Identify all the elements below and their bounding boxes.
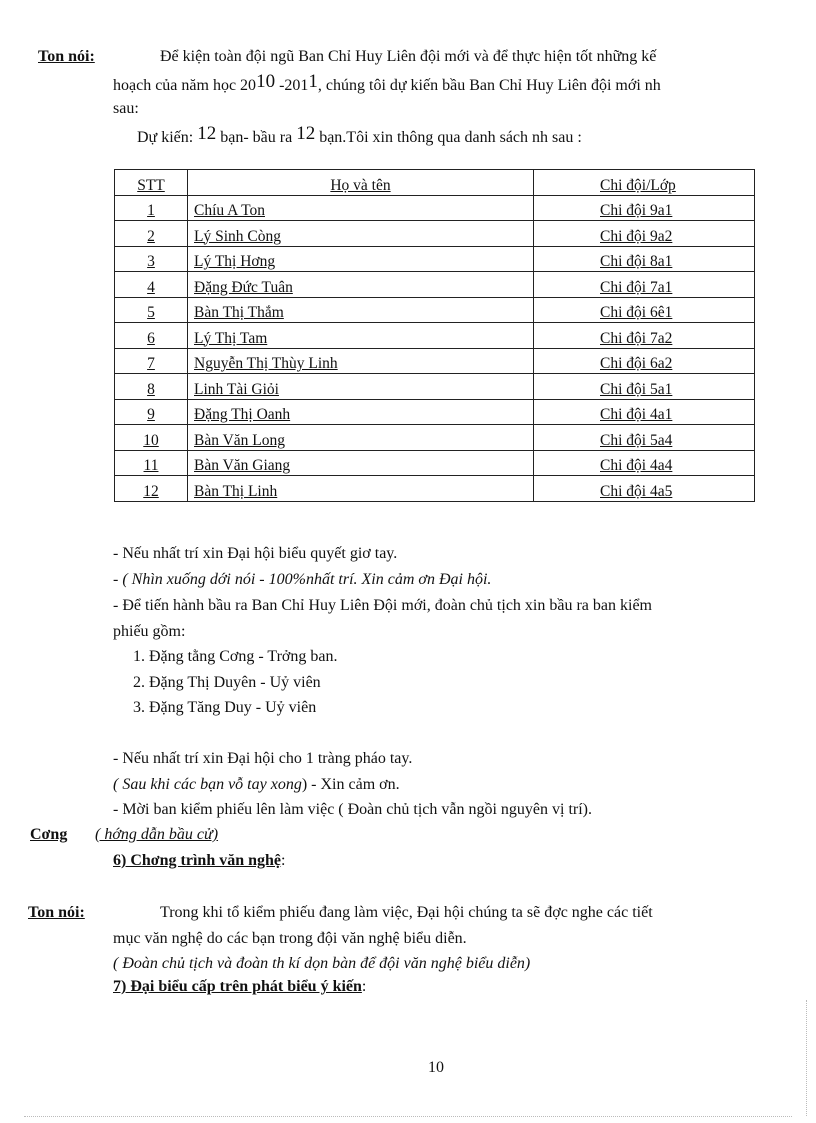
intro-line-2: hoạch của năm học 2010 -2011, chúng tôi dự kiến bầu Ban Chỉ Huy Liên đội mới nh — [113, 71, 661, 94]
table-row — [115, 348, 755, 374]
section-6-line-2: mục văn nghệ do các bạn trong đội văn nghệ biểu diễn. — [113, 930, 467, 947]
intro-line-1: Để kiện toàn đội ngũ Ban Chỉ Huy Liên đội mới và để thực hiện tốt những kế — [160, 48, 657, 65]
row-name: Chíu A Ton — [188, 195, 534, 221]
row-name: Lý Thị Tam — [188, 323, 534, 349]
row-class: Chi đội 7a2 — [534, 323, 755, 349]
vote-line-6: ( Sau khi các bạn vỗ tay xong) - Xin cảm ơn. — [113, 776, 400, 793]
table-row — [115, 221, 755, 247]
row-stt: 12 — [115, 476, 188, 502]
intro-line-4: Dự kiến: 12 bạn- bầu ra 12 bạn.Tôi xin thông qua danh sách nh sau : — [137, 123, 582, 146]
row-stt: 2 — [115, 221, 188, 247]
row-stt: 8 — [115, 374, 188, 400]
row-class: Chi đội 9a1 — [534, 195, 755, 221]
vote-line-4: phiếu gồm: — [113, 623, 186, 640]
intro-line-3: sau: — [113, 100, 139, 117]
row-name: Bàn Thị Linh — [188, 476, 534, 502]
vote-line-1: - Nếu nhất trí xin Đại hội biểu quyết giơ tay. — [113, 545, 398, 562]
row-stt: 1 — [115, 195, 188, 221]
speaker-label-ton: Ton nói: — [38, 48, 95, 65]
table-row — [115, 323, 755, 349]
header-class: Chi đội/Lớp — [534, 170, 755, 196]
row-stt: 11 — [115, 450, 188, 476]
table-header-row — [115, 170, 755, 196]
row-name: Bàn Thị Thắm — [188, 297, 534, 323]
row-class: Chi đội 4a1 — [534, 399, 755, 425]
table-row — [115, 246, 755, 272]
row-stt: 4 — [115, 272, 188, 298]
row-class: Chi đội 5a4 — [534, 425, 755, 451]
row-stt: 3 — [115, 246, 188, 272]
row-name: Đặng Thị Oanh — [188, 399, 534, 425]
committee-item-1: 1. Đặng tằng Cơng - Trởng ban. — [133, 648, 338, 665]
row-class: Chi đội 4a5 — [534, 476, 755, 502]
row-name: Bàn Văn Long — [188, 425, 534, 451]
table-row — [115, 297, 755, 323]
table-row — [115, 374, 755, 400]
row-name: Bàn Văn Giang — [188, 450, 534, 476]
vote-line-5: - Nếu nhất trí xin Đại hội cho 1 tràng pháo tay. — [113, 750, 413, 767]
row-class: Chi đội 8a1 — [534, 246, 755, 272]
page-edge-bottom — [24, 1116, 792, 1117]
row-name: Lý Sinh Còng — [188, 221, 534, 247]
vote-line-7: - Mời ban kiểm phiếu lên làm việc ( Đoàn chủ tịch vẫn ngồi nguyên vị trí). — [113, 801, 593, 818]
header-stt: STT — [115, 170, 188, 196]
section-6-line-1: Trong khi tổ kiểm phiếu đang làm việc, Đại hội chúng ta sẽ đợc nghe các tiết — [160, 904, 653, 921]
page-edge-right — [806, 1000, 807, 1116]
row-name: Nguyễn Thị Thùy Linh — [188, 348, 534, 374]
row-name: Linh Tài Giỏi — [188, 374, 534, 400]
table-row — [115, 425, 755, 451]
row-name: Đặng Đức Tuân — [188, 272, 534, 298]
row-name: Lý Thị Hơng — [188, 246, 534, 272]
header-name: Họ và tên — [188, 170, 534, 196]
row-class: Chi đội 6ê1 — [534, 297, 755, 323]
table-row — [115, 476, 755, 502]
row-stt: 5 — [115, 297, 188, 323]
speaker-label-ton-2: Ton nói: — [28, 904, 85, 921]
row-stt: 9 — [115, 399, 188, 425]
row-class: Chi đội 4a4 — [534, 450, 755, 476]
vote-line-3: - Để tiến hành bầu ra Ban Chỉ Huy Liên Đội mới, đoàn chủ tịch xin bầu ra ban kiểm — [113, 597, 652, 614]
table-row — [115, 399, 755, 425]
table-row — [115, 450, 755, 476]
row-class: Chi đội 7a1 — [534, 272, 755, 298]
row-stt: 10 — [115, 425, 188, 451]
row-class: Chi đội 5a1 — [534, 374, 755, 400]
committee-item-2: 2. Đặng Thị Duyên - Uỷ viên — [133, 674, 321, 691]
section-7-heading: 7) Đại biểu cấp trên phát biểu ý kiến: — [113, 978, 367, 995]
row-class: Chi đội 9a2 — [534, 221, 755, 247]
table-row — [115, 272, 755, 298]
row-stt: 7 — [115, 348, 188, 374]
committee-item-3: 3. Đặng Tăng Duy - Uỷ viên — [133, 699, 317, 716]
table-row — [115, 195, 755, 221]
vote-line-2: - ( Nhìn xuống dới nói - 100%nhất trí. Xin cảm ơn Đại hội. — [113, 571, 492, 588]
row-stt: 6 — [115, 323, 188, 349]
section-6-line-3: ( Đoàn chủ tịch và đoàn th kí dọn bàn để đội văn nghệ biểu diễn) — [113, 955, 531, 972]
section-6-heading: 6) Chơng trình văn nghệ: — [113, 852, 286, 869]
row-class: Chi đội 6a2 — [534, 348, 755, 374]
page-number: 10 — [428, 1059, 444, 1076]
speaker-label-cong: Cơng — [30, 826, 68, 843]
roster-table — [114, 169, 755, 502]
election-guide-note: ( hớng dẫn bầu cử) — [95, 826, 219, 843]
